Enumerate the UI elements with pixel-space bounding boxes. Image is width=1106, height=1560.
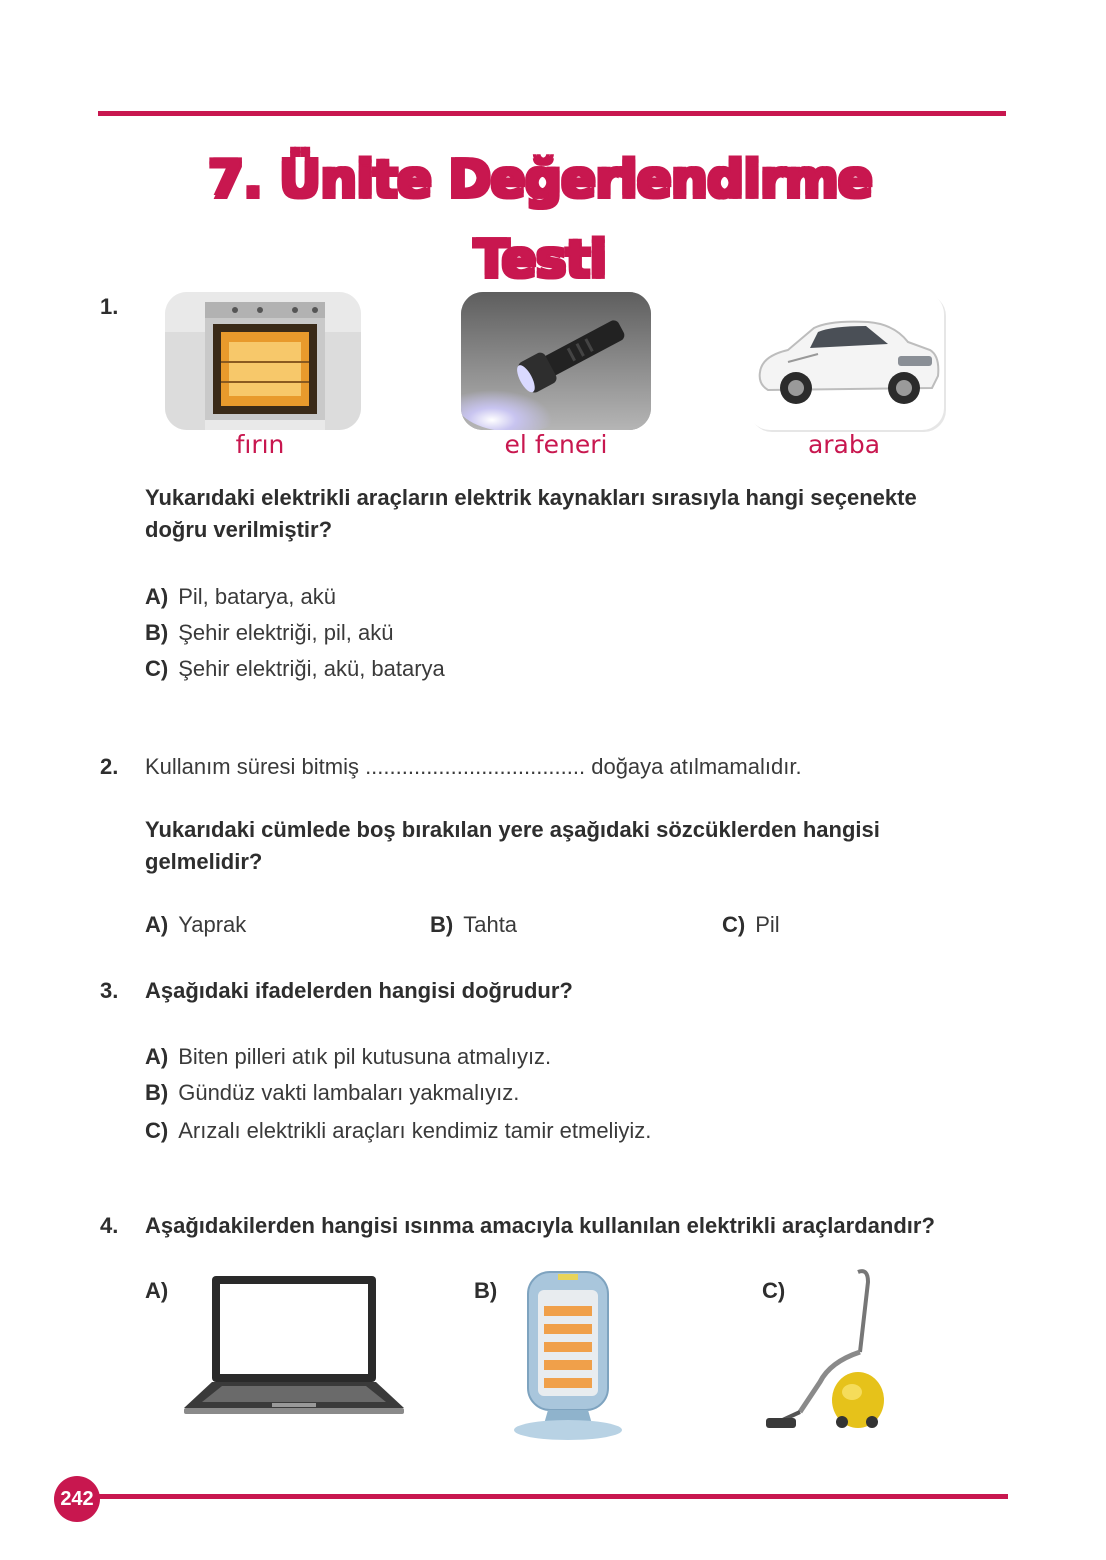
heater-icon[interactable]	[508, 1266, 628, 1442]
laptop-icon[interactable]	[182, 1272, 406, 1416]
title-banner	[160, 140, 920, 290]
q4-question: Aşağıdakilerden hangisi ısınma amacıyla kullanılan elektrikli araçlardandır?	[145, 1213, 935, 1238]
question-number: 1.	[100, 294, 119, 319]
q1-question-line1: Yukarıdaki elektrikli araçların elektrik kaynakları sırasıyla hangi seçenekte	[145, 485, 917, 510]
oven-icon	[165, 292, 361, 430]
car-card	[748, 292, 944, 430]
option-letter: C)	[762, 1278, 786, 1303]
option-letter: A)	[145, 912, 169, 937]
option-text: Tahta	[463, 912, 518, 937]
q3-option-c[interactable]	[145, 1118, 651, 1144]
option-letter: A)	[145, 1044, 169, 1069]
q3-option-a[interactable]	[145, 1044, 551, 1070]
q4-option-b-label[interactable]	[474, 1278, 507, 1304]
option-letter: B)	[145, 620, 169, 645]
option-text: Gündüz vakti lambaları yakmalıyız.	[178, 1080, 520, 1105]
q1-option-b[interactable]	[145, 620, 393, 646]
oven-card	[165, 292, 361, 430]
option-text: Biten pilleri atık pil kutusuna atmalıyız.	[178, 1044, 552, 1069]
q2-option-c[interactable]	[722, 912, 780, 938]
option-text: Şehir elektriği, pil, akü	[178, 620, 394, 645]
top-rule	[98, 111, 1006, 116]
option-letter: A)	[145, 584, 169, 609]
question-number: 4.	[100, 1213, 119, 1238]
option-letter: C)	[145, 1118, 169, 1143]
q2-option-b[interactable]	[430, 912, 517, 938]
page-number: 242	[54, 1476, 100, 1522]
q4-option-a-label[interactable]	[145, 1278, 178, 1304]
page-title: 7. Ünite Değerlendirme Testi	[207, 150, 873, 290]
question-number: 2.	[100, 754, 119, 779]
oven-caption: fırın	[235, 430, 285, 459]
bottom-rule	[90, 1494, 1008, 1499]
option-text: Pil	[755, 912, 780, 937]
q3-option-b[interactable]	[145, 1080, 519, 1106]
option-letter: B)	[145, 1080, 169, 1105]
q1-option-c[interactable]	[145, 656, 445, 682]
option-letter: A)	[145, 1278, 169, 1303]
car-icon	[748, 292, 944, 430]
option-letter: C)	[145, 656, 169, 681]
vacuum-cleaner-icon[interactable]	[760, 1262, 890, 1438]
car-caption: araba	[807, 430, 881, 459]
option-text: Pil, batarya, akü	[178, 584, 336, 609]
question-number: 3.	[100, 978, 119, 1003]
option-text: Arızalı elektrikli araçları kendimiz tamir etmeliyiz.	[178, 1118, 652, 1143]
flashlight-caption: el feneri	[504, 430, 608, 459]
q2-question-line1: Yukarıdaki cümlede boş bırakılan yere aşağıdaki sözcüklerden hangisi	[145, 817, 880, 842]
option-text: Şehir elektriği, akü, batarya	[178, 656, 445, 681]
flashlight-icon	[461, 292, 651, 430]
option-letter: B)	[474, 1278, 498, 1303]
q2-sentence: Kullanım süresi bitmiş .................................... doğaya atılmamalıdır.	[145, 754, 802, 779]
q1-option-a[interactable]	[145, 584, 336, 610]
option-letter: C)	[722, 912, 746, 937]
option-letter: B)	[430, 912, 454, 937]
flashlight-card	[461, 292, 651, 430]
option-text: Yaprak	[178, 912, 247, 937]
q2-option-a[interactable]	[145, 912, 246, 938]
q3-question: Aşağıdaki ifadelerden hangisi doğrudur?	[145, 978, 573, 1003]
q1-question-line2: doğru verilmiştir?	[145, 517, 333, 542]
q2-question-line2: gelmelidir?	[145, 849, 263, 874]
